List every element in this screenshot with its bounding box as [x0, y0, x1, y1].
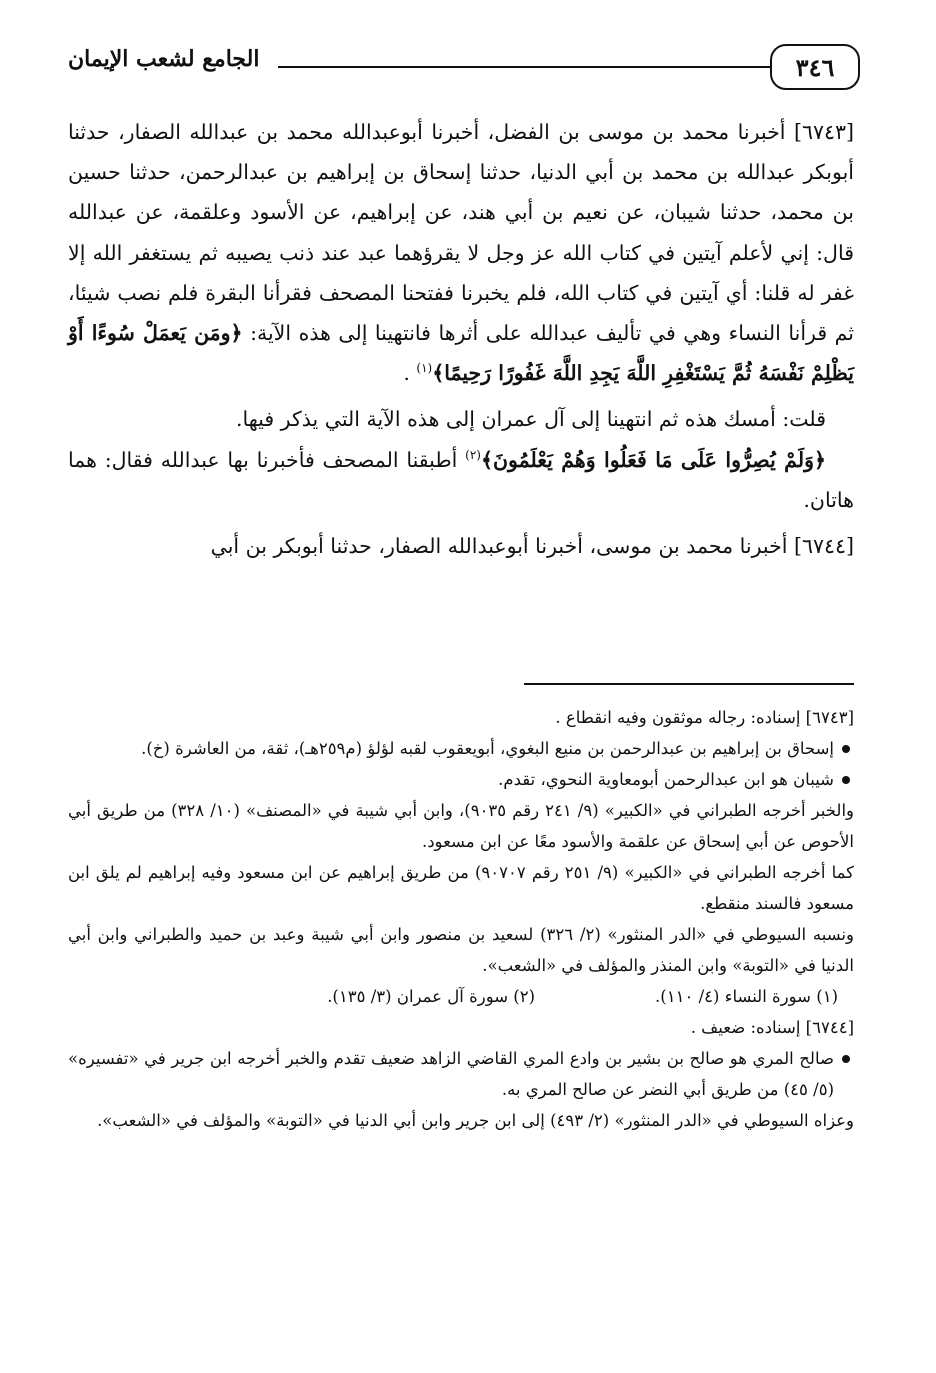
narration-verse-line	[68, 440, 854, 520]
hadith-6743-end: .	[403, 361, 417, 386]
footnote-narrator-shayban: شيبان هو ابن عبدالرحمن أبومعاوية النحوي، تقدم.	[68, 764, 854, 795]
narration-continuation: قلت: أمسك هذه ثم انتهينا إلى آل عمران إلى هذه الآية التي يذكر فيها.	[235, 407, 826, 432]
page-header	[68, 40, 854, 96]
footnotes	[68, 702, 854, 1136]
main-text	[68, 112, 854, 566]
book-page	[68, 0, 854, 1373]
footnote-marker-1: (١)	[416, 361, 433, 376]
footnote-narrator-salih: صالح المري هو صالح بن بشير بن وادع المري القاضي الزاهد ضعيف تقدم والخبر أخرجه ابن جرير في «تفسيره» (٥/ ٤٥) من طريق أبي النضر عن صالح المري به.	[68, 1043, 854, 1105]
hadith-6743	[68, 112, 854, 393]
book-title: الجامع لشعب الإيمان	[68, 46, 260, 72]
quran-verse-imran: ﴿وَلَمْ يُصِرُّوا عَلَى مَا فَعَلُوا وَهُمْ يَعْلَمُونَ﴾	[480, 447, 826, 472]
footnote-separator	[524, 683, 854, 685]
narration-verse-rest: أطبقنا المصحف فأخبرنا بها عبدالله فقال: هما هاتان.	[68, 447, 854, 512]
footnote-takhrij-2: كما أخرجه الطبراني في «الكبير» (٩/ ٢٥١ رقم ٩٠٧٠٧) من طريق إبراهيم عن ابن مسعود وفيه إبراهيم لم يلق ابن مسعود فالسند منقطع.	[68, 863, 854, 913]
hadith-6744: [٦٧٤٤] أخبرنا محمد بن موسى، أخبرنا أبوعبدالله الصفار، حدثنا أبوبكر بن أبي	[210, 534, 854, 559]
verse-references	[68, 981, 854, 1012]
footnote-6743-grade: [٦٧٤٣] إسناده: رجاله موثقون وفيه انقطاع .	[555, 708, 854, 727]
verse-reference-2: (٢) سورة آل عمران (٣/ ١٣٥).	[327, 987, 536, 1006]
page-number: ٣٤٦	[770, 44, 860, 90]
header-rule	[278, 66, 770, 68]
footnote-6744-grade: [٦٧٤٤] إسناده: ضعيف .	[690, 1018, 854, 1037]
footnote-takhrij-1: والخبر أخرجه الطبراني في «الكبير» (٩/ ٢٤١ رقم ٩٠٣٥)، وابن أبي شيبة في «المصنف» (١٠/ ٣٢٨) من طريق أبي الأحوص عن أبي إسحاق عن علقمة والأسود معًا عن ابن مسعود.	[68, 801, 854, 851]
footnote-narrator-ishaq: إسحاق بن إبراهيم بن عبدالرحمن بن منيع البغوي، أبويعقوب لقبه لؤلؤ (م٢٥٩هـ)، ثقة، من العاشرة (خ).	[68, 733, 854, 764]
quran-verse-nisa: ﴿ومَن يَعمَلْ سُوءًا أَوْ يَظْلِمْ نَفْسَهُ ثُمَّ يَسْتَغْفِرِ اللَّهَ يَجِدِ اللَّهَ غَفُورًا رَحِيمًا﴾	[68, 321, 854, 386]
footnote-takhrij-3: ونسبه السيوطي في «الدر المنثور» (٢/ ٣٢٦) لسعيد بن منصور وابن أبي شيبة وعبد بن حميد والطبراني وابن أبي الدنيا في «التوبة» وابن المنذر والمؤلف في «الشعب».	[68, 925, 854, 975]
verse-reference-1: (١) سورة النساء (٤/ ١١٠).	[655, 987, 838, 1006]
hadith-6743-text: [٦٧٤٣] أخبرنا محمد بن موسى بن الفضل، أخبرنا أبوعبدالله محمد بن عبدالله الصفار، حدثنا أبوبكر عبدالله بن محمد بن أبي الدنيا، حدثنا إسحاق بن إبراهيم بن عبدالرحمن، حدثنا حسين بن محمد، حدثنا شيبان، عن نعيم بن أبي هند، عن إبراهيم، عن الأسود وعلقمة، عن عبدالله قال: إني لأعلم آيتين في كتاب الله عز وجل لا يقرؤهما عبد عند ذنب يصيبه ثم يستغفر الله إلا غفر له قلنا: أي آيتين في كتاب الله، فلم يخبرنا ففتحنا المصحف فقرأنا البقرة فلم نصب شيئا، ثم قرأنا النساء وهي في تأليف عبدالله على أثرها فانتهينا إلى هذه الآية:	[68, 120, 855, 346]
footnote-marker-2: (٢)	[465, 447, 481, 462]
footnote-takhrij-4: وعزاه السيوطي في «الدر المنثور» (٢/ ٤٩٣) إلى ابن جرير وابن أبي الدنيا في «التوبة» والمؤلف في «الشعب».	[97, 1111, 854, 1130]
